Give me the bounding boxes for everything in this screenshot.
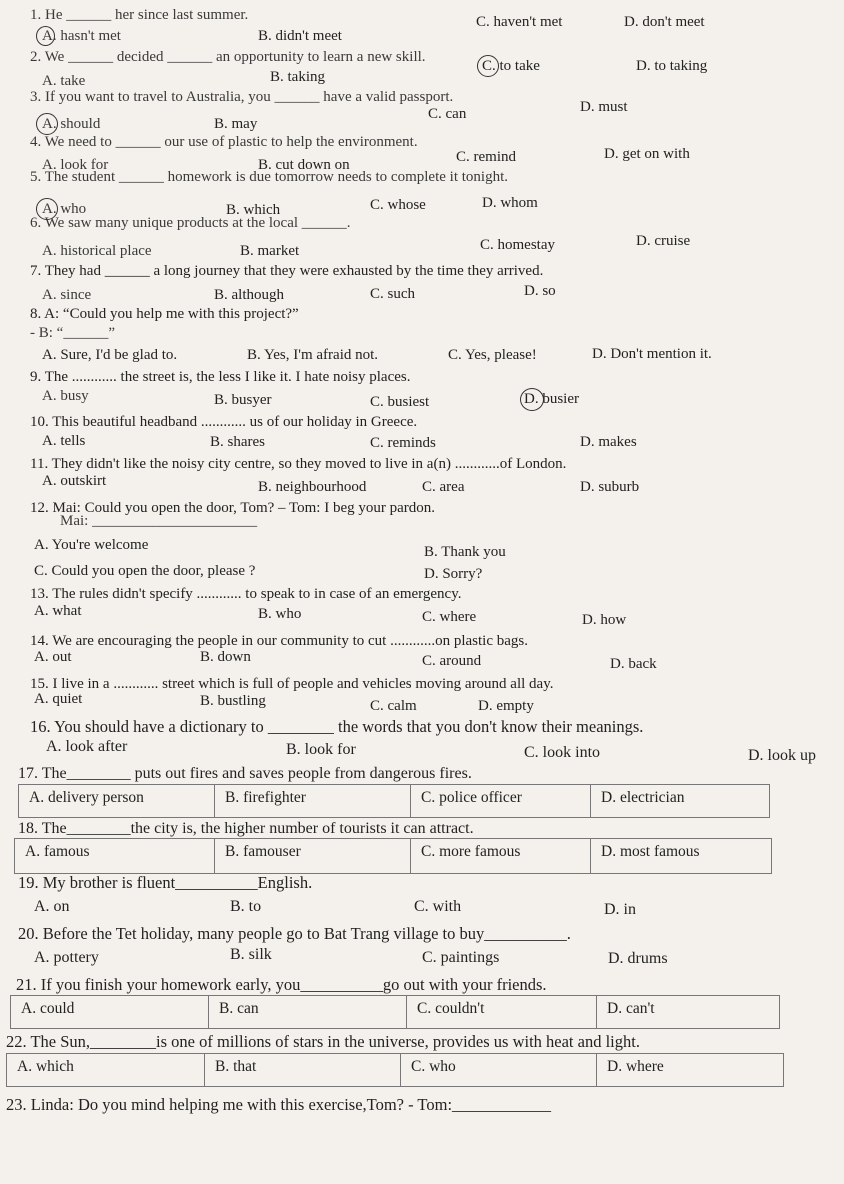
q4-option-a[interactable]: A. look for bbox=[42, 157, 109, 173]
q7-option-b[interactable]: B. although bbox=[214, 287, 284, 303]
q13-option-b[interactable]: B. who bbox=[258, 606, 302, 622]
q14-option-c[interactable]: C. around bbox=[422, 653, 482, 669]
q5-option-d[interactable]: D. whom bbox=[482, 195, 538, 211]
q14-option-a[interactable]: A. out bbox=[34, 649, 72, 665]
q4-option-d[interactable]: D. get on with bbox=[604, 146, 690, 162]
question-21-stem: 21. If you finish your homework early, you__________go out with your friends. bbox=[16, 975, 547, 994]
q19-option-d[interactable]: D. in bbox=[604, 901, 636, 918]
q6-option-b[interactable]: B. market bbox=[240, 243, 300, 259]
q10-option-b[interactable]: B. shares bbox=[210, 434, 265, 450]
question-14-stem: 14. We are encouraging the people in our community to cut ............on plastic bags. bbox=[30, 633, 528, 649]
q13-option-a[interactable]: A. what bbox=[34, 603, 82, 619]
q13-option-d[interactable]: D. how bbox=[582, 612, 627, 628]
question-18-stem: 18. The________the city is, the higher number of tourists it can attract. bbox=[18, 820, 474, 837]
q19-option-a[interactable]: A. on bbox=[34, 898, 70, 915]
q8-option-c[interactable]: C. Yes, please! bbox=[448, 347, 537, 363]
q12-option-d[interactable]: D. Sorry? bbox=[424, 566, 483, 582]
q10-option-c[interactable]: C. reminds bbox=[370, 435, 436, 451]
q10-option-a[interactable]: A. tells bbox=[42, 433, 86, 449]
q16-option-c[interactable]: C. look into bbox=[524, 744, 601, 761]
question-20-stem: 20. Before the Tet holiday, many people go to Bat Trang village to buy__________. bbox=[18, 924, 571, 943]
q3-option-a[interactable]: A. should bbox=[42, 116, 101, 132]
q11-option-c[interactable]: C. area bbox=[422, 479, 465, 495]
question-23-stem: 23. Linda: Do you mind helping me with this exercise,Tom? - Tom:____________ bbox=[6, 1095, 552, 1114]
q11-option-a[interactable]: A. outskirt bbox=[42, 473, 107, 489]
q5-option-a[interactable]: A. who bbox=[42, 201, 87, 217]
q16-option-a[interactable]: A. look after bbox=[46, 738, 128, 755]
q8-option-a[interactable]: A. Sure, I'd be glad to. bbox=[42, 347, 178, 363]
q4-option-b[interactable]: B. cut down on bbox=[258, 157, 350, 173]
q18-option-c[interactable]: C. more famous bbox=[411, 839, 591, 873]
q14-option-b[interactable]: B. down bbox=[200, 649, 251, 665]
q8-option-d[interactable]: D. Don't mention it. bbox=[592, 346, 712, 362]
q20-option-a[interactable]: A. pottery bbox=[34, 949, 99, 966]
q12-option-a[interactable]: A. You're welcome bbox=[34, 537, 149, 553]
q7-option-c[interactable]: C. such bbox=[370, 286, 415, 302]
q13-option-c[interactable]: C. where bbox=[422, 609, 477, 625]
question-12-reply: Mai: ______________________ bbox=[60, 513, 258, 529]
question-17-stem: 17. The________ puts out fires and saves people from dangerous fires. bbox=[18, 765, 472, 782]
q15-option-b[interactable]: B. bustling bbox=[200, 693, 266, 709]
q3-option-d[interactable]: D. must bbox=[580, 99, 628, 115]
question-3-stem: 3. If you want to travel to Australia, you ______ have a valid passport. bbox=[30, 89, 454, 105]
answer-circle bbox=[36, 113, 58, 135]
q11-option-d[interactable]: D. suburb bbox=[580, 479, 640, 495]
answer-circle bbox=[477, 55, 499, 77]
q9-option-b[interactable]: B. busyer bbox=[214, 392, 272, 408]
question-7-stem: 7. They had ______ a long journey that they were exhausted by the time they arrived. bbox=[30, 263, 544, 279]
q11-option-b[interactable]: B. neighbourhood bbox=[258, 479, 367, 495]
q8-option-b[interactable]: B. Yes, I'm afraid not. bbox=[247, 347, 379, 363]
question-9-stem: 9. The ............ the street is, the less I like it. I hate noisy places. bbox=[30, 369, 411, 385]
q1-option-a[interactable]: A. hasn't met bbox=[42, 28, 121, 44]
q5-option-b[interactable]: B. which bbox=[226, 202, 281, 218]
q20-option-d[interactable]: D. drums bbox=[608, 950, 668, 967]
q1-option-b[interactable]: B. didn't meet bbox=[258, 28, 342, 44]
question-4-stem: 4. We need to ______ our use of plastic to help the environment. bbox=[30, 134, 418, 150]
question-6-stem: 6. We saw many unique products at the local ______. bbox=[30, 215, 351, 231]
q15-option-a[interactable]: A. quiet bbox=[34, 691, 83, 707]
q12-option-c[interactable]: C. Could you open the door, please ? bbox=[34, 563, 256, 579]
q15-option-c[interactable]: C. calm bbox=[370, 698, 417, 714]
q7-option-d[interactable]: D. so bbox=[524, 283, 556, 299]
q6-option-a[interactable]: A. historical place bbox=[42, 243, 152, 259]
q20-option-c[interactable]: C. paintings bbox=[422, 949, 500, 966]
q5-option-c[interactable]: C. whose bbox=[370, 197, 426, 213]
question-11-stem: 11. They didn't like the noisy city centre, so they moved to live in a(n) ............of London. bbox=[30, 456, 567, 472]
q17-option-b[interactable]: B. firefighter bbox=[215, 785, 411, 817]
question-2-stem: 2. We ______ decided ______ an opportunity to learn a new skill. bbox=[30, 49, 426, 65]
q15-option-d[interactable]: D. empty bbox=[478, 698, 534, 714]
q9-option-a[interactable]: A. busy bbox=[42, 388, 89, 404]
q6-option-c[interactable]: C. homestay bbox=[480, 237, 555, 253]
q2-option-b[interactable]: B. taking bbox=[270, 69, 325, 85]
q17-option-d[interactable]: D. electrician bbox=[601, 789, 685, 806]
answer-circle bbox=[520, 388, 544, 411]
question-13-stem: 13. The rules didn't specify ............ to speak to in case of an emergency. bbox=[30, 586, 462, 602]
q21-option-d[interactable]: D. can't bbox=[607, 1000, 655, 1017]
q2-option-a[interactable]: A. take bbox=[42, 73, 86, 89]
answer-circle bbox=[36, 26, 55, 46]
question-16-stem: 16. You should have a dictionary to ________ the words that you don't know their meanings. bbox=[30, 717, 644, 736]
q12-option-b[interactable]: B. Thank you bbox=[424, 544, 506, 560]
q1-option-d[interactable]: D. don't meet bbox=[624, 14, 705, 30]
q9-option-c[interactable]: C. busiest bbox=[370, 394, 430, 410]
q19-option-c[interactable]: C. with bbox=[414, 898, 462, 915]
q21-options-table bbox=[10, 995, 780, 1029]
q17-option-c[interactable]: C. police officer bbox=[411, 785, 591, 817]
q22-option-a[interactable]: A. which bbox=[7, 1054, 205, 1086]
q7-option-a[interactable]: A. since bbox=[42, 287, 92, 303]
q17-options-table bbox=[18, 784, 770, 818]
q2-option-c[interactable]: C. to take bbox=[482, 58, 540, 74]
q1-option-c[interactable]: C. haven't met bbox=[476, 14, 563, 30]
q22-option-d[interactable]: D. where bbox=[607, 1058, 664, 1075]
q18-options-table bbox=[14, 838, 772, 874]
question-8-reply: - B: “______” bbox=[30, 325, 115, 341]
q10-option-d[interactable]: D. makes bbox=[580, 434, 637, 450]
q3-option-b[interactable]: B. may bbox=[214, 116, 258, 132]
question-12-stem: 12. Mai: Could you open the door, Tom? – Tom: I beg your pardon. bbox=[30, 500, 436, 516]
q18-option-b[interactable]: B. famouser bbox=[215, 839, 411, 873]
question-8-stem: 8. A: “Could you help me with this project?” bbox=[30, 306, 299, 322]
q22-options-table bbox=[6, 1053, 784, 1087]
q22-option-b[interactable]: B. that bbox=[205, 1054, 401, 1086]
q3-option-c[interactable]: C. can bbox=[428, 106, 467, 122]
q18-option-d[interactable]: D. most famous bbox=[601, 843, 700, 860]
q16-option-b[interactable]: B. look for bbox=[286, 741, 356, 758]
q21-option-c[interactable]: C. couldn't bbox=[407, 996, 597, 1028]
q4-option-c[interactable]: C. remind bbox=[456, 149, 516, 165]
question-10-stem: 10. This beautiful headband ............ us of our holiday in Greece. bbox=[30, 414, 418, 430]
q16-option-d[interactable]: D. look up bbox=[748, 747, 816, 764]
question-5-stem: 5. The student ______ homework is due tomorrow needs to complete it tonight. bbox=[30, 169, 508, 185]
question-19-stem: 19. My brother is fluent__________English. bbox=[18, 873, 313, 892]
q2-option-d[interactable]: D. to taking bbox=[636, 58, 708, 74]
question-15-stem: 15. I live in a ............ street which is full of people and vehicles moving around all day. bbox=[30, 676, 554, 692]
q21-option-a[interactable]: A. could bbox=[11, 996, 209, 1028]
q22-option-c[interactable]: C. who bbox=[401, 1054, 597, 1086]
question-22-stem: 22. The Sun,________is one of millions of stars in the universe, provides us with heat and light. bbox=[6, 1032, 640, 1051]
q14-option-d[interactable]: D. back bbox=[610, 656, 657, 672]
q9-option-d[interactable]: D. busier bbox=[524, 391, 579, 407]
q17-option-a[interactable]: A. delivery person bbox=[19, 785, 215, 817]
q18-option-a[interactable]: A. famous bbox=[15, 839, 215, 873]
q20-option-b[interactable]: B. silk bbox=[230, 946, 272, 963]
question-1-stem: 1. He ______ her since last summer. bbox=[30, 7, 249, 23]
q21-option-b[interactable]: B. can bbox=[209, 996, 407, 1028]
q6-option-d[interactable]: D. cruise bbox=[636, 233, 691, 249]
q19-option-b[interactable]: B. to bbox=[230, 898, 262, 915]
